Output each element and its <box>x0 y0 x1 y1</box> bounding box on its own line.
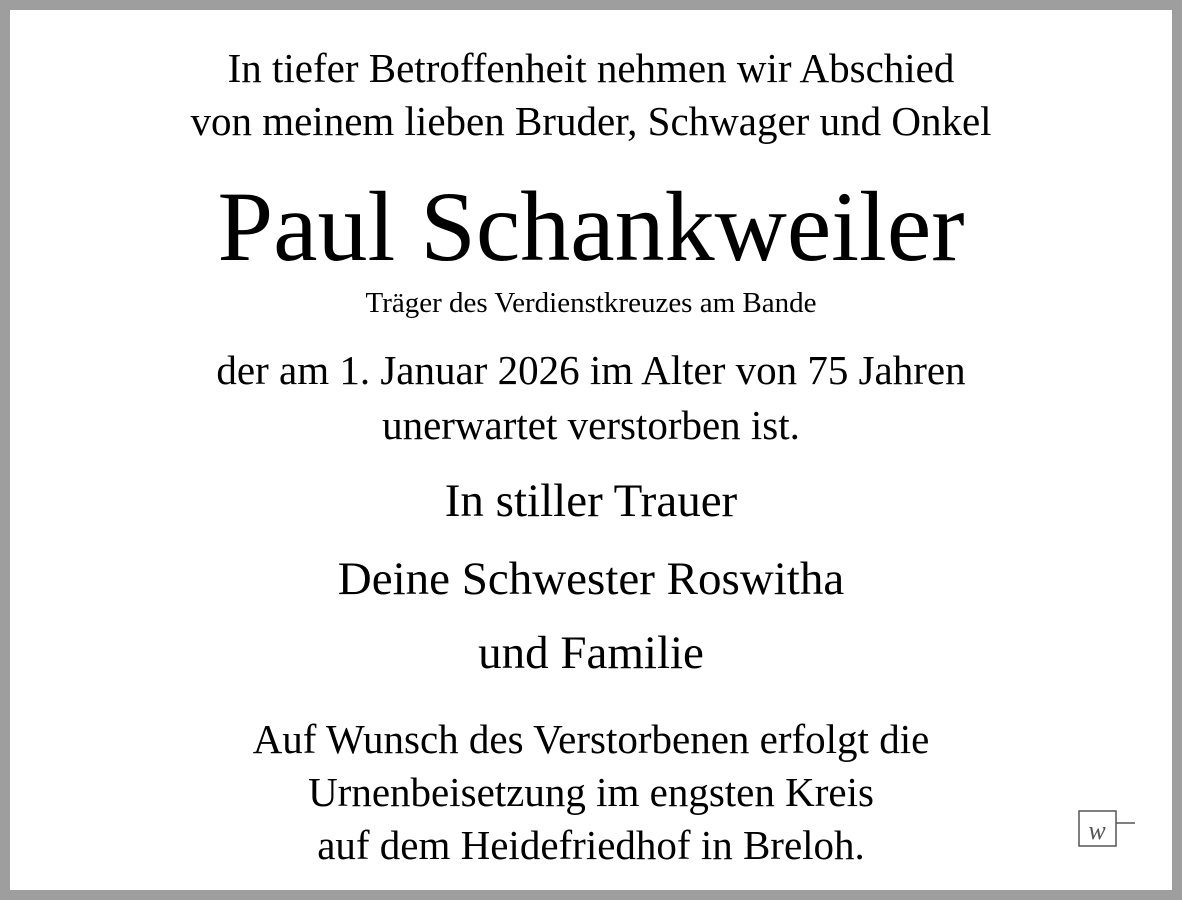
burial-line-2: Urnenbeisetzung im engsten Kreis <box>308 769 874 815</box>
death-line-1: der am 1. Januar 2026 im Alter von 75 Jahren <box>216 347 966 393</box>
mourning-line-2: Deine Schwester Roswitha <box>337 553 845 605</box>
logo-mark: w <box>1088 816 1106 845</box>
death-line-2: unerwartet verstorben ist. <box>382 402 800 448</box>
mourning-line-3: und Familie <box>478 627 704 679</box>
mourning-line-1: In stiller Trauer <box>444 475 738 527</box>
burial-line-1: Auf Wunsch des Verstorbenen erfolgt die <box>252 716 930 762</box>
burial-line-3: auf dem Heidefriedhof in Breloh. <box>317 822 865 868</box>
deceased-name: Paul Schankweiler <box>217 171 965 282</box>
intro-line-2: von meinem lieben Bruder, Schwager und Onkel <box>190 98 992 144</box>
intro-line-1: In tiefer Betroffenheit nehmen wir Abschied <box>227 45 955 91</box>
publisher-w-logo-icon <box>1078 803 1136 847</box>
honor-line: Träger des Verdienstkreuzes am Bande <box>365 287 817 319</box>
